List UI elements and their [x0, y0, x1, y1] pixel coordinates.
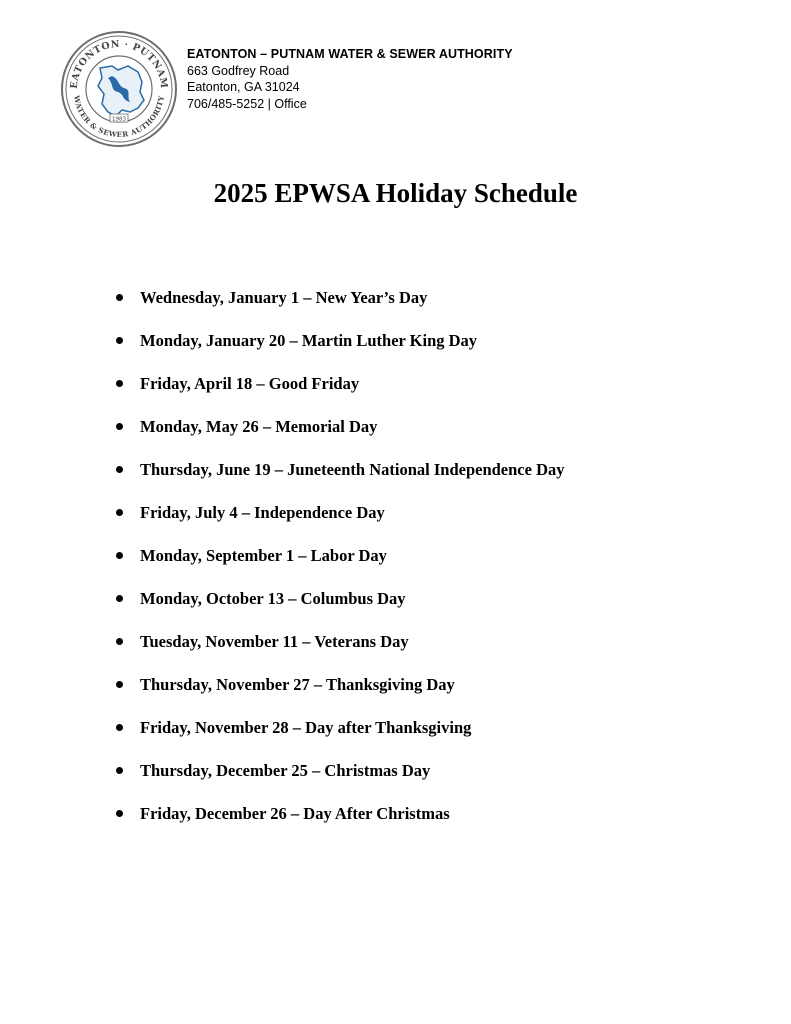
holiday-text: Friday, April 18 – Good Friday [140, 374, 360, 393]
organization-name: EATONTON – PUTNAM WATER & SEWER AUTHORITY [187, 47, 513, 61]
holiday-text: Monday, May 26 – Memorial Day [140, 417, 378, 436]
holiday-text: Thursday, June 19 – Juneteenth National Independence Day [140, 460, 565, 479]
holiday-text: Tuesday, November 11 – Veterans Day [140, 632, 409, 651]
bullet-icon [116, 767, 123, 774]
seal-top-text: EATONTON · PUTNAM [68, 38, 170, 90]
seal-year: 1983 [112, 116, 126, 123]
page-title: 2025 EPWSA Holiday Schedule [213, 178, 578, 208]
seal-bottom-text: WATER & SEWER AUTHORITY [72, 94, 166, 140]
bullet-icon [116, 681, 123, 688]
bullet-icon [116, 595, 123, 602]
bullet-icon [116, 724, 123, 731]
holiday-text: Monday, January 20 – Martin Luther King Day [140, 331, 478, 350]
bullet-icon [116, 509, 123, 516]
bullet-icon [116, 337, 123, 344]
bullet-icon [116, 294, 123, 301]
address-line-1: 663 Godfrey Road [187, 63, 290, 78]
authority-seal-logo [60, 30, 178, 148]
holiday-text: Friday, December 26 – Day After Christmas [140, 804, 450, 823]
phone-number: 706/485-5252 | Office [187, 96, 307, 111]
holiday-text: Monday, October 13 – Columbus Day [140, 589, 406, 608]
holiday-text: Friday, November 28 – Day after Thanksgiving [140, 718, 472, 737]
bullet-icon [116, 380, 123, 387]
holiday-text: Wednesday, January 1 – New Year’s Day [140, 288, 428, 307]
bullet-icon [116, 466, 123, 473]
bullet-icon [116, 810, 123, 817]
holiday-text: Monday, September 1 – Labor Day [140, 546, 387, 565]
organization-info [187, 46, 513, 112]
holiday-text: Thursday, November 27 – Thanksgiving Day [140, 675, 455, 694]
bullet-icon [116, 638, 123, 645]
holiday-text: Friday, July 4 – Independence Day [140, 503, 385, 522]
bullet-icon [116, 552, 123, 559]
bullet-icon [116, 423, 123, 430]
seal-graphic [60, 30, 178, 148]
address-line-2: Eatonton, GA 31024 [187, 80, 300, 94]
holiday-text: Thursday, December 25 – Christmas Day [140, 761, 431, 780]
